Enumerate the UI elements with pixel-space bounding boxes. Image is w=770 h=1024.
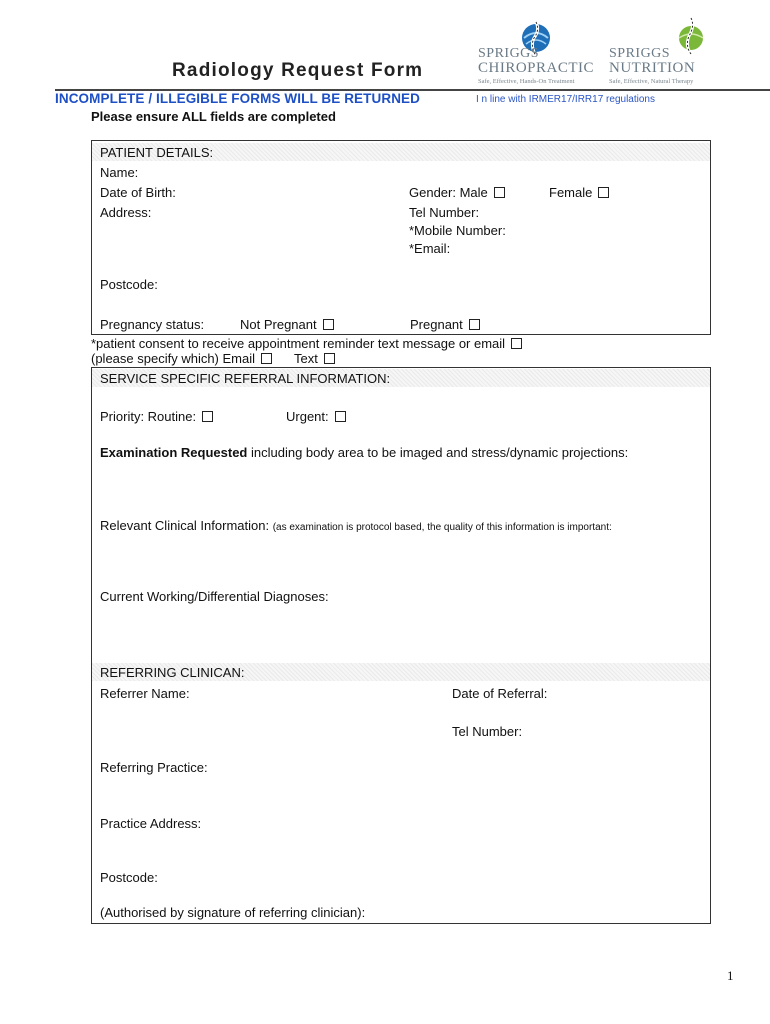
- referring-practice-field[interactable]: Referring Practice:: [100, 760, 208, 775]
- referral-info-heading: SERVICE SPECIFIC REFERRAL INFORMATION:: [100, 371, 391, 386]
- mobile-number-field[interactable]: *Mobile Number:: [409, 223, 506, 238]
- clinician-tel-field[interactable]: Tel Number:: [452, 724, 523, 739]
- male-checkbox[interactable]: [494, 187, 505, 198]
- leaf-globe-icon: [673, 16, 709, 56]
- patient-details-heading: PATIENT DETAILS:: [100, 145, 214, 160]
- consent-email-checkbox[interactable]: [261, 353, 272, 364]
- nutrition-logo-tagline: Safe, Effective, Natural Therapy: [609, 78, 694, 85]
- examination-requested-description: including body area to be imaged and stress/dynamic projections:: [247, 445, 629, 460]
- routine-checkbox[interactable]: [202, 411, 213, 422]
- email-field[interactable]: *Email:: [409, 241, 451, 256]
- referrer-name-field[interactable]: Referrer Name:: [100, 686, 190, 701]
- referral-info-section: [91, 367, 711, 924]
- gender-female-option[interactable]: [549, 185, 609, 200]
- consent-text: *patient consent to receive appointment reminder text message or email: [91, 336, 506, 351]
- pregnant-option[interactable]: [410, 317, 480, 332]
- not-pregnant-checkbox[interactable]: [323, 319, 334, 330]
- not-pregnant-label: Not Pregnant: [240, 317, 317, 332]
- clinical-information-label: Relevant Clinical Information:: [100, 518, 273, 533]
- clinical-information-note: (as examination is protocol based, the quality of this information is important:: [272, 522, 612, 533]
- patient-name-field[interactable]: Name:: [100, 165, 139, 180]
- chiro-logo-line1: SPRIGGS: [478, 46, 540, 61]
- urgent-checkbox[interactable]: [335, 411, 346, 422]
- tel-number-field[interactable]: Tel Number:: [409, 205, 480, 220]
- regulation-note: I n line with IRMER17/IRR17 regulations: [476, 94, 655, 105]
- priority-routine-option[interactable]: [100, 409, 213, 424]
- pregnancy-status-label: Pregnancy status:: [100, 317, 205, 332]
- nutrition-logo-line2: NUTRITION: [609, 60, 696, 76]
- priority-urgent-option[interactable]: [286, 409, 346, 424]
- diagnoses-field[interactable]: Current Working/Differential Diagnoses:: [100, 589, 329, 604]
- address-field[interactable]: Address:: [100, 205, 152, 220]
- examination-requested-field[interactable]: [100, 445, 628, 460]
- consent-email-label: (please specify which) Email: [91, 351, 256, 366]
- consent-line[interactable]: [91, 336, 522, 351]
- chiro-logo-line2: CHIROPRACTIC: [478, 60, 595, 76]
- urgent-label: Urgent:: [286, 409, 329, 424]
- date-of-referral-field[interactable]: Date of Referral:: [452, 686, 548, 701]
- chiro-logo-tagline: Safe, Effective, Hands-On Treatment: [478, 78, 575, 85]
- spriggs-chiropractic-logo: [476, 18, 602, 88]
- practice-postcode-field[interactable]: Postcode:: [100, 870, 158, 885]
- not-pregnant-option[interactable]: [240, 317, 334, 332]
- nutrition-logo-line1: SPRIGGS: [609, 46, 671, 61]
- examination-requested-label: Examination Requested: [100, 445, 248, 460]
- page-number: 1: [727, 968, 734, 983]
- patient-details-section: [91, 140, 711, 335]
- ensure-complete-note: Please ensure ALL fields are completed: [91, 109, 336, 124]
- female-checkbox[interactable]: [598, 187, 609, 198]
- pregnant-checkbox[interactable]: [469, 319, 480, 330]
- referring-clinician-heading: REFERRING CLINICAN:: [100, 665, 245, 680]
- consent-text-label: Text: [294, 351, 318, 366]
- consent-text-checkbox[interactable]: [324, 353, 335, 364]
- practice-address-field[interactable]: Practice Address:: [100, 816, 202, 831]
- female-label: Female: [549, 185, 593, 200]
- spriggs-nutrition-logo: [607, 16, 711, 88]
- pregnant-label: Pregnant: [410, 317, 463, 332]
- consent-method-line: [91, 351, 335, 366]
- return-warning: INCOMPLETE / ILLEGIBLE FORMS WILL BE RETURNED: [55, 91, 420, 106]
- clinician-signature-field[interactable]: (Authorised by signature of referring clinician):: [100, 905, 366, 920]
- clinical-information-field[interactable]: [100, 518, 612, 533]
- gender-male-label: Gender: Male: [409, 185, 488, 200]
- gender-male-option[interactable]: [409, 185, 505, 200]
- consent-checkbox[interactable]: [511, 338, 522, 349]
- form-title: Radiology Request Form: [172, 60, 424, 81]
- date-of-birth-field[interactable]: Date of Birth:: [100, 185, 176, 200]
- patient-postcode-field[interactable]: Postcode:: [100, 277, 158, 292]
- priority-routine-label: Priority: Routine:: [100, 409, 197, 424]
